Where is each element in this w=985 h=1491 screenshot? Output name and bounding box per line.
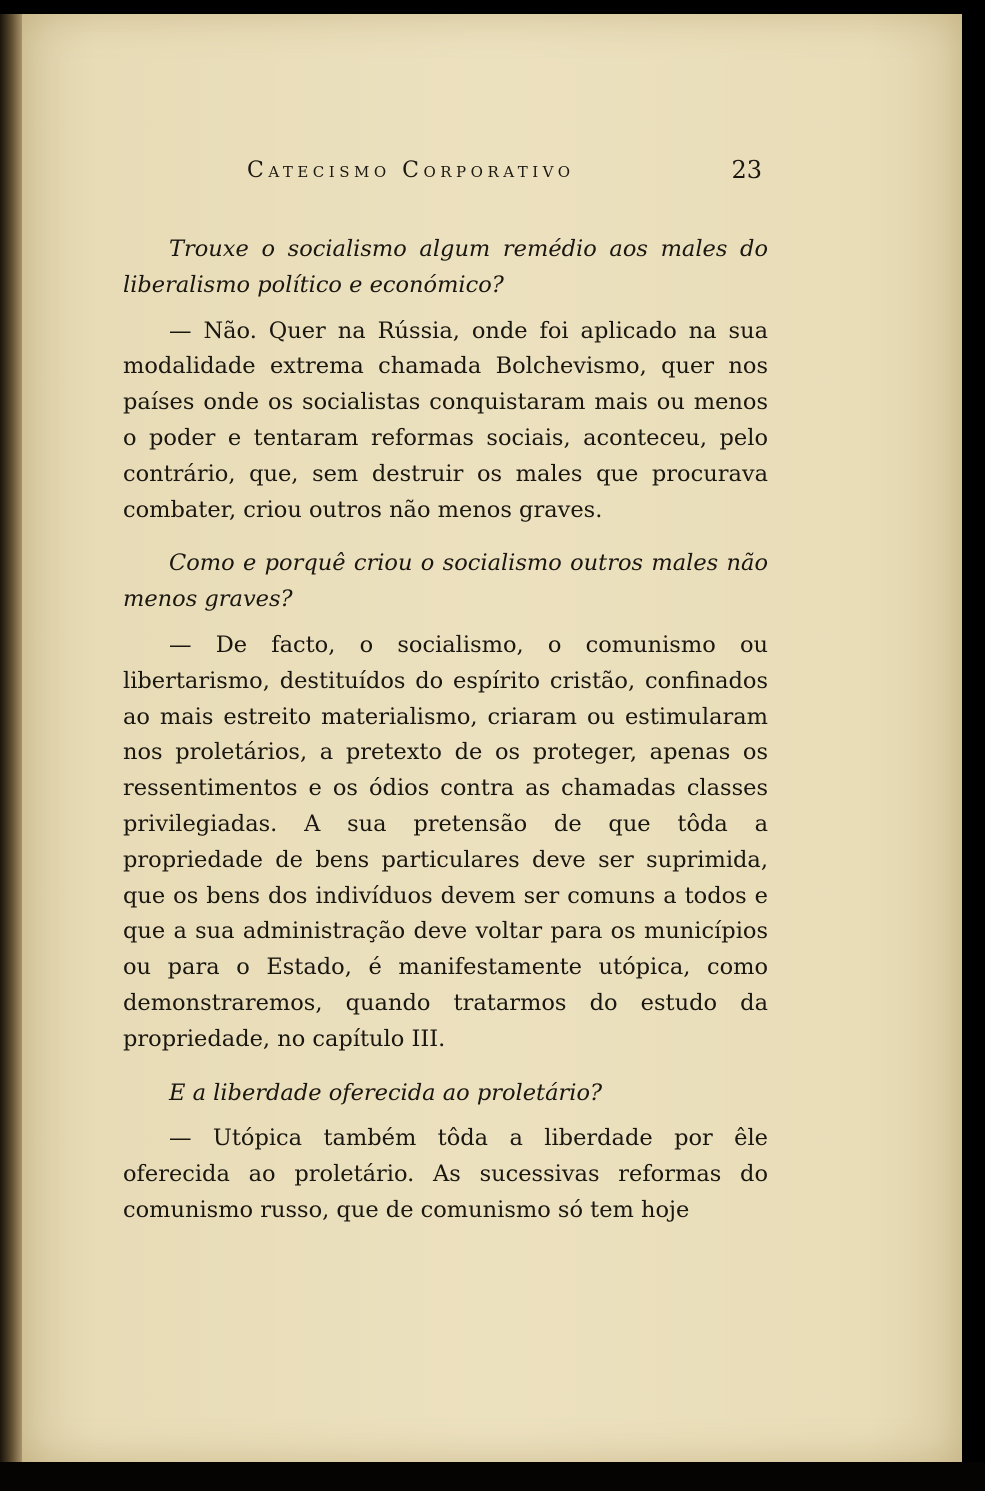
question-2: Como e porquê criou o socialismo outros males não menos graves? <box>123 550 768 613</box>
answer-2: — De facto, o socialismo, o comunismo ou libertarismo, destituídos do espírito cristão, confinados ao mais estreito materialismo, criaram ou estimularam nos proletários, a pretexto de os proteger, apenas os ressentimentos e os ódios contra as chamadas classes privilegiadas. A sua pretensão de que tôda a propriedade de bens particulares deve ser suprimida, que os bens dos indivíduos devem ser comuns a todos e que a sua administração deve voltar para os municípios ou para o Estado, é manifestamente utópica, como demonstraremos, quando tratarmos do estudo da propriedade, no capítulo III. <box>123 631 768 1052</box>
book-spine-shadow <box>0 14 22 1462</box>
scan-bottom-border <box>0 1462 985 1491</box>
answer-1: — Não. Quer na Rússia, onde foi aplicado na sua modalidade extrema chamada Bolchevismo, quer nos países onde os socialistas conquistaram mais ou menos o poder e tentaram reformas sociais, aconteceu, pelo contrário, que, sem destruir os males que procurava combater, criou outros não menos graves. <box>123 317 768 523</box>
question-3: E a liberdade oferecida ao proletário? <box>169 1079 603 1106</box>
page-text <box>123 232 768 1229</box>
running-title: Catecismo Corporativo <box>247 158 575 183</box>
question-1: Trouxe o socialismo algum remédio aos males do liberalismo político e económico? <box>123 236 768 298</box>
answer-3: — Utópica também tôda a liberdade por êle oferecida ao proletário. As sucessivas reformas do comunismo russo, que de comunismo só tem hoje <box>123 1125 768 1223</box>
page-number: 23 <box>731 156 762 184</box>
running-head <box>222 152 772 192</box>
